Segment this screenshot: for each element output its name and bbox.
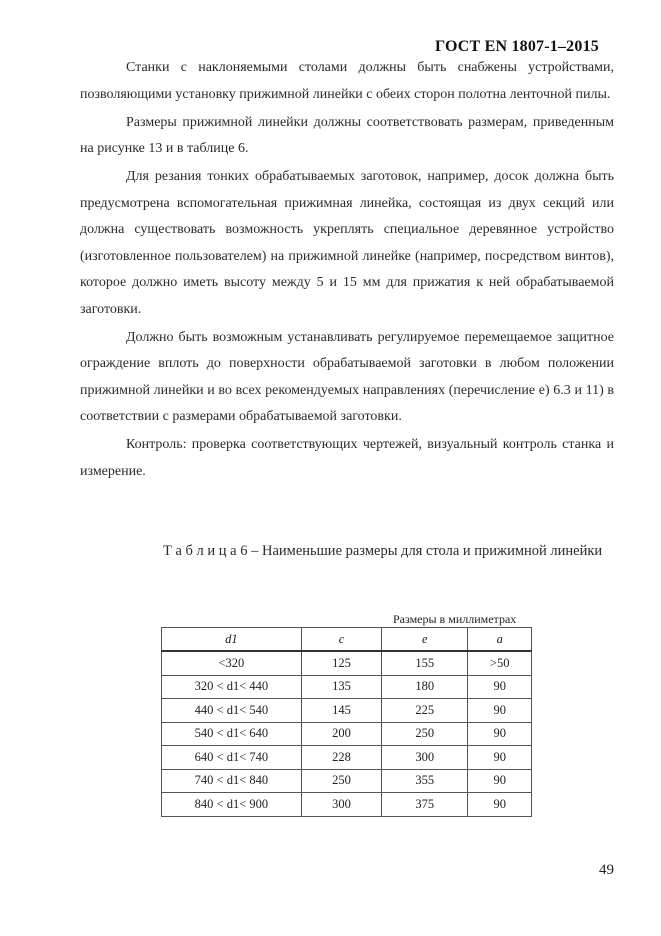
table-cell: 225 <box>382 699 468 723</box>
table-cell: 540 < d1< 640 <box>162 722 302 746</box>
paragraph: Станки с наклоняемыми столами должны быть снабжены устройствами, позволяющими установку прижимной линейки с обеих сторон полотна ленточной пилы. <box>80 60 614 102</box>
standard-header: ГОСТ EN 1807-1–2015 <box>434 38 599 55</box>
body-text <box>80 55 614 487</box>
table-cell: 90 <box>468 769 532 793</box>
table-header-row <box>162 628 532 652</box>
table-cell: >50 <box>468 651 532 675</box>
header-cell-a: a <box>468 628 532 652</box>
table-cell: 640 < d1< 740 <box>162 746 302 770</box>
table-cell: 145 <box>301 699 381 723</box>
table-cell: 200 <box>301 722 381 746</box>
table-cell: 300 <box>382 746 468 770</box>
table-cell: 740 < d1< 840 <box>162 769 302 793</box>
table-cell: 300 <box>301 793 381 817</box>
table-cell: <320 <box>162 651 302 675</box>
table-cell: 90 <box>468 793 532 817</box>
table-row <box>162 769 532 793</box>
page-number: 49 <box>599 862 614 878</box>
table-caption: Т а б л и ц а 6 – Наименьшие размеры для стола и прижимной линейки <box>163 543 603 559</box>
paragraph: Контроль: проверка соответствующих чертежей, визуальный контроль станка и измерение. <box>80 437 614 479</box>
header-cell-e: e <box>382 628 468 652</box>
table-cell: 250 <box>301 769 381 793</box>
table-row <box>162 722 532 746</box>
table-cell: 355 <box>382 769 468 793</box>
table-cell: 320 < d1< 440 <box>162 675 302 699</box>
table-cell: 180 <box>382 675 468 699</box>
table-cell: 90 <box>468 722 532 746</box>
paragraph: Для резания тонких обрабатываемых заготовок, например, досок должна быть предусмотрена вспомогательная прижимная линейка, состоящая из двух секций или должна существовать возможность укреплять специальное деревянное устройство (изготовленное пользователем) на прижимной линейке (например, посредством винтов), которое должно иметь высоту между 5 и 15 мм для прижатия к ней обрабатываемой заготовки. <box>80 169 614 317</box>
table-cell: 250 <box>382 722 468 746</box>
table-cell: 135 <box>301 675 381 699</box>
paragraph: Размеры прижимной линейки должны соответствовать размерам, приведенным на рисунке 13 и в таблице 6. <box>80 114 614 156</box>
table-row <box>162 746 532 770</box>
table-row <box>162 699 532 723</box>
header-cell-d1: d1 <box>162 628 302 652</box>
table-row <box>162 651 532 675</box>
dimensions-table <box>161 627 532 817</box>
table-cell: 90 <box>468 699 532 723</box>
table-cell: 840 < d1< 900 <box>162 793 302 817</box>
table-cell: 90 <box>468 746 532 770</box>
table-cell: 90 <box>468 675 532 699</box>
table-cell: 440 < d1< 540 <box>162 699 302 723</box>
header-cell-c: c <box>301 628 381 652</box>
table-units-note: Размеры в миллиметрах <box>393 612 517 626</box>
table-cell: 155 <box>382 651 468 675</box>
table-cell: 125 <box>301 651 381 675</box>
paragraph: Должно быть возможным устанавливать регулируемое перемещаемое защитное ограждение вплоть до поверхности обрабатываемой заготовки в любом положении прижимной линейки и во всех рекомендуемых направлениях (перечисление е) 6.3 и 11) в соответствии с размерами обрабатываемой заготовки. <box>80 329 614 424</box>
table-row <box>162 793 532 817</box>
table-cell: 228 <box>301 746 381 770</box>
table-cell: 375 <box>382 793 468 817</box>
table-row <box>162 675 532 699</box>
